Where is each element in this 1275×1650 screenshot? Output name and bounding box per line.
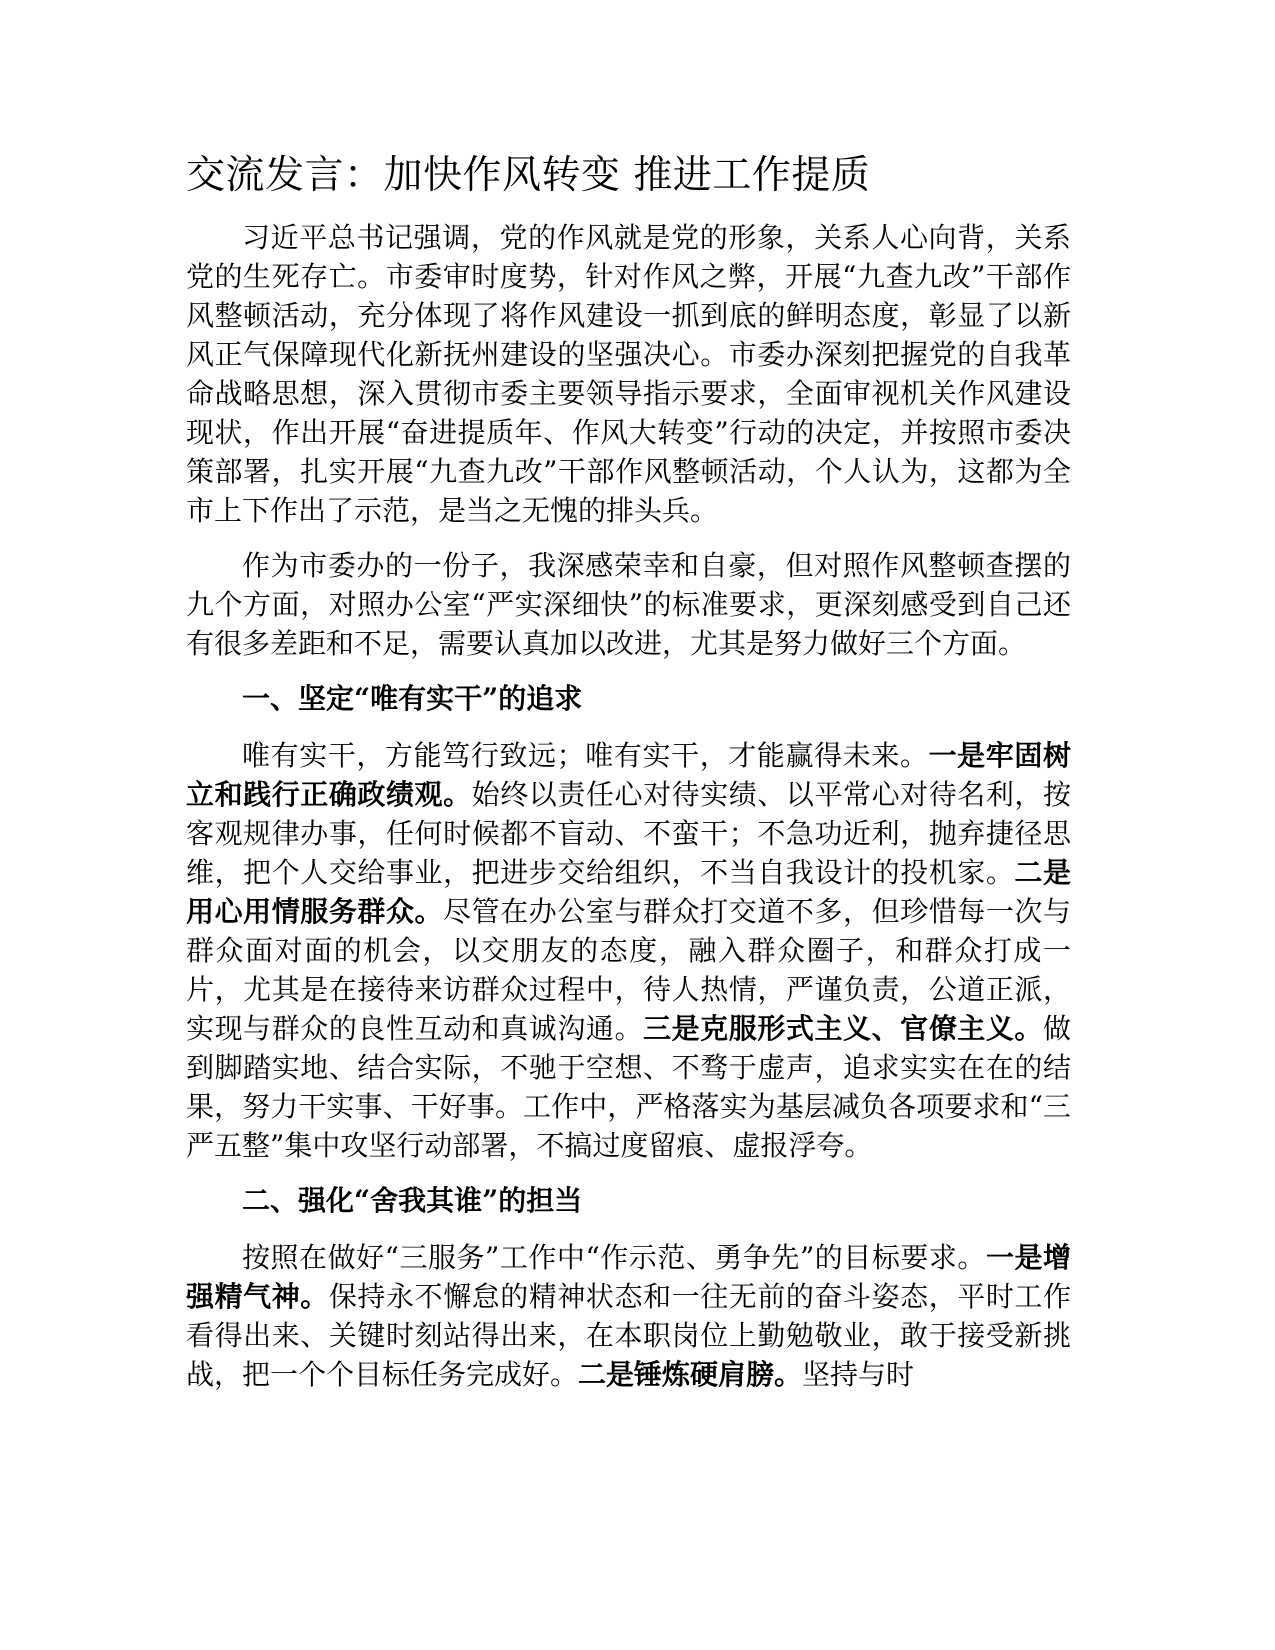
heading-text: 二、强化“舍我其谁”的担当	[242, 1184, 583, 1217]
paragraph-bold-point: 一是增强精气神。	[186, 1241, 1071, 1313]
paragraph-section-2	[186, 1238, 1071, 1394]
paragraph-text: 习近平总书记强调，党的作风就是党的形象，关系人心向背，关系党的生死存亡。市委审时度势，针对作风之弊，开展“九查九改”干部作风整顿活动，充分体现了将作风建设一抓到底的鲜明态度，彰显了以新风正气保障现代化新抚州建设的坚强决心。市委办深刻把握党的自我革命战略思想，深入贯彻市委主要领导指示要求，全面审视机关作风建设现状，作出开展“奋进提质年、作风大转变”行动的决定，并按照市委决策部署，扎实开展“九查九改”干部作风整顿活动，个人认为，这都为全市上下作出了示范，是当之无愧的排头兵。	[186, 221, 1071, 527]
paragraph-bold-point: 一是牢固树立和践行正确政绩观。	[186, 739, 1071, 811]
paragraph-bold-point: 二是锤炼硬肩膀。	[578, 1358, 803, 1391]
paragraph-text: 作为市委办的一份子，我深感荣幸和自豪，但对照作风整顿查摆的九个方面，对照办公室“严实深细快”的标准要求，更深刻感受到自己还有很多差距和不足，需要认真加以改进，尤其是努力做好三个方面。	[186, 549, 1071, 660]
heading-text: 一、坚定“唯有实干”的追求	[242, 682, 583, 715]
paragraph-text: 始终以责任心对待实绩、以平常心对待名利，按客观规律办事，任何时候都不盲动、不蛮干；不急功近利，抛弃捷径思维，把个人交给事业，把进步交给组织，不当自我设计的投机家。	[186, 778, 1071, 889]
paragraph-text: 按照在做好“三服务”工作中“作示范、勇争先”的目标要求。	[242, 1241, 986, 1274]
document-title: 交流发言：加快作风转变 推进工作提质	[186, 153, 871, 198]
section-heading-1	[186, 679, 1071, 718]
paragraph-text: 唯有实干，方能笃行致远；唯有实干，才能赢得未来。	[242, 739, 929, 772]
paragraph-text: 保持永不懈怠的精神状态和一往无前的奋斗姿态，平时工作看得出来、关键时刻站得出来，在本职岗位上勤勉敬业，敢于接受新挑战，把一个个目标任务完成好。	[186, 1280, 1071, 1391]
paragraph-text: 做到脚踏实地、结合实际，不驰于空想、不骛于虚声，追求实实在在的结果，努力干实事、干好事。工作中，严格落实为基层减负各项要求和“三严五整”集中攻坚行动部署，不搞过度留痕、虚报浮夸。	[186, 1012, 1071, 1162]
paragraph-intro	[186, 218, 1071, 530]
section-heading-2	[186, 1181, 1071, 1220]
paragraph-text: 尽管在办公室与群众打交道不多，但珍惜每一次与群众面对面的机会，以交朋友的态度，融入群众圈子，和群众打成一片，尤其是在接待来访群众过程中，待人热情，严谨负责，公道正派，实现与群众的良性互动和真诚沟通。	[186, 895, 1071, 1045]
paragraph-bold-point: 三是克服形式主义、官僚主义。	[643, 1012, 1043, 1045]
paragraph-section-1	[186, 736, 1071, 1165]
paragraph-self-reflection	[186, 546, 1071, 663]
document-page	[186, 150, 1071, 1410]
paragraph-text: 坚持与时	[802, 1358, 915, 1391]
paragraph-bold-point: 二是用心用情服务群众。	[186, 856, 1071, 928]
